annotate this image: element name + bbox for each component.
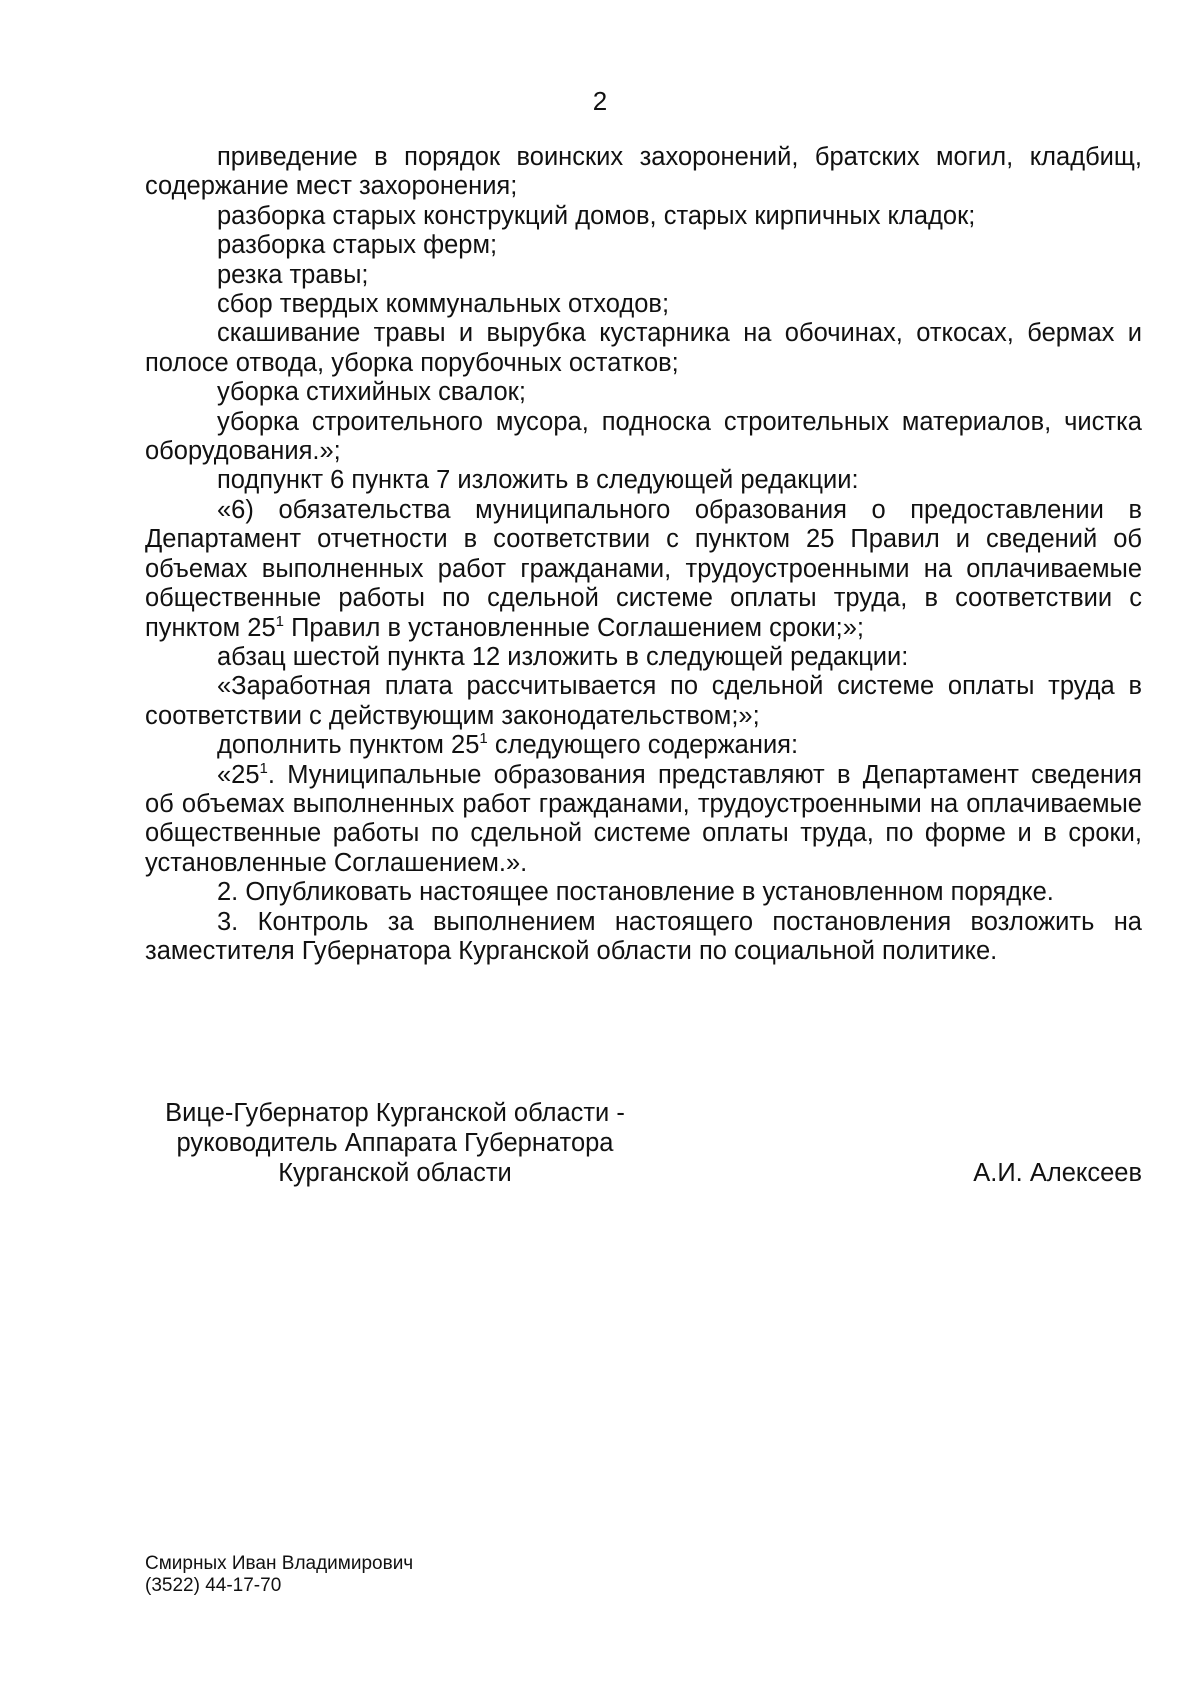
- signatory-position-line: Вице-Губернатор Курганской области -: [165, 1099, 625, 1127]
- clause-25-1-number: «25: [217, 760, 260, 789]
- subclause-6-text: «6) обязательства муниципального образования о предоставлении в Департамент отчетности в соответствии с пунктом 25 Правил и сведений об объемах выполненных работ гражданами, трудоустроенными на оплачиваемые общественные работы по сдельной системе оплаты труда, в соответствии с пунктом 25: [145, 495, 1142, 642]
- superscript-mark: 1: [259, 759, 268, 777]
- paragraph-waste-collection: сбор твердых коммунальных отходов;: [217, 290, 670, 319]
- paragraph-burial-sites: приведение в порядок воинских захоронений, братских могил, кладбищ, содержание мест захоронения;: [145, 143, 1142, 201]
- executor-name: Смирных Иван Владимирович: [145, 1553, 414, 1574]
- paragraph-dismantling-farms: разборка старых ферм;: [217, 231, 498, 260]
- superscript-mark: 1: [275, 612, 284, 630]
- executor-contact: [145, 1553, 413, 1597]
- paragraph-wages: «Заработная плата рассчитывается по сдельной системе оплаты труда в соответствии с действующим законодательством;»;: [145, 672, 1142, 730]
- signatory-position-line: руководитель Аппарата Губернатора: [176, 1129, 614, 1157]
- paragraph-subclause-6: [145, 496, 1142, 643]
- paragraph-control: 3. Контроль за выполнением настоящего постановления возложить на заместителя Губернатора Курганской области по социальной политике.: [145, 907, 1142, 965]
- add-clause-text-end: следующего содержания:: [494, 731, 799, 760]
- paragraph-clause-12-intro: абзац шестой пункта 12 изложить в следующей редакции:: [217, 642, 909, 671]
- paragraph-add-clause-intro: [145, 731, 1142, 760]
- paragraph-clause-25-1: [145, 761, 1142, 879]
- paragraph-construction-debris: уборка строительного мусора, подноска строительных материалов, чистка оборудования.»;: [145, 407, 1142, 466]
- page-number: 2: [592, 86, 608, 116]
- add-clause-text: дополнить пунктом 25: [217, 731, 480, 760]
- subclause-6-text-end: Правил в установленные Соглашением сроки;»;: [291, 613, 865, 642]
- document-body: [145, 143, 1142, 966]
- clause-25-1-text: . Муниципальные образования представляют в Департамент сведения об объемах выполненных работ гражданами, трудоустроенными на оплачиваемые общественные работы по сдельной системе оплаты труда, по форме и в сроки, установленные Соглашением.».: [145, 760, 1142, 877]
- signatory-position: [148, 1098, 642, 1188]
- signatory-position-line: Курганской области: [278, 1159, 512, 1187]
- paragraph-dismantling-houses: разборка старых конструкций домов, старых кирпичных кладок;: [217, 201, 976, 230]
- paragraph-mowing: скашивание травы и вырубка кустарника на обочинах, откосах, бермах и полосе отвода, уборка порубочных остатков;: [145, 319, 1142, 377]
- superscript-mark: 1: [479, 730, 488, 748]
- signatory-name: А.И. Алексеев: [973, 1159, 1142, 1187]
- paragraph-grass-cutting: резка травы;: [217, 260, 369, 289]
- paragraph-subclause-6-intro: подпункт 6 пункта 7 изложить в следующей редакции:: [217, 466, 859, 495]
- executor-phone: (3522) 44-17-70: [145, 1575, 282, 1596]
- paragraph-dump-cleanup: уборка стихийных свалок;: [217, 378, 526, 407]
- paragraph-publish: 2. Опубликовать настоящее постановление в установленном порядке.: [217, 878, 1054, 907]
